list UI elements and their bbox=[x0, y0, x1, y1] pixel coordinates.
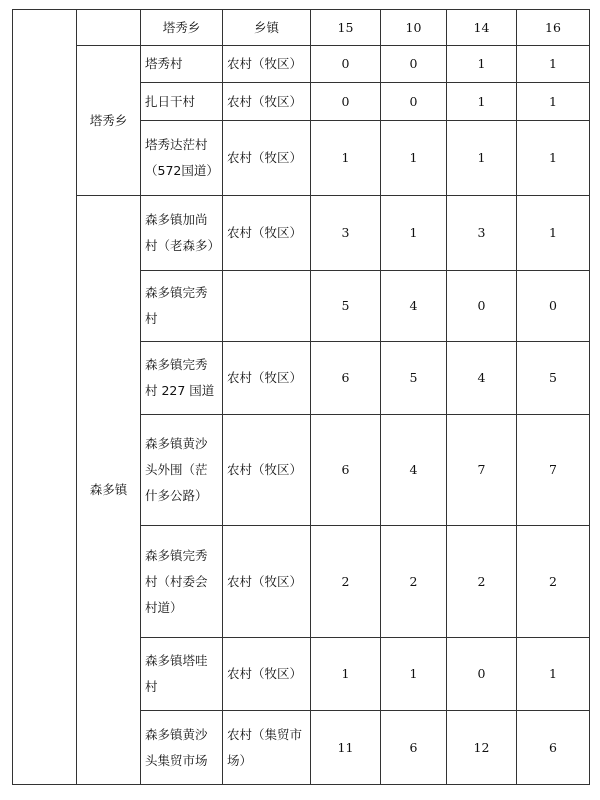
table-row bbox=[13, 46, 590, 83]
village-line: 森多镇黄沙 bbox=[145, 436, 208, 451]
value-cell: 0 bbox=[517, 271, 590, 342]
value-cell: 1 bbox=[447, 83, 517, 121]
value-cell: 1 bbox=[517, 46, 590, 83]
value-cell: 1 bbox=[517, 638, 590, 711]
header-town-cell: 塔秀乡 bbox=[141, 10, 223, 46]
data-table bbox=[12, 9, 590, 785]
value-cell: 0 bbox=[381, 83, 447, 121]
area-type-cell: 农村（牧区） bbox=[223, 638, 311, 711]
value-cell: 5 bbox=[517, 342, 590, 415]
table-header-row bbox=[13, 10, 590, 46]
area-type-cell bbox=[223, 711, 311, 785]
header-value-cell: 16 bbox=[517, 10, 590, 46]
value-cell: 1 bbox=[381, 121, 447, 196]
header-value-cell: 10 bbox=[381, 10, 447, 46]
value-cell: 7 bbox=[517, 415, 590, 526]
village-cell bbox=[141, 711, 223, 785]
value-cell: 11 bbox=[311, 711, 381, 785]
header-value-cell: 15 bbox=[311, 10, 381, 46]
value-cell: 6 bbox=[311, 415, 381, 526]
town-cell: 塔秀乡 bbox=[77, 46, 141, 196]
value-cell: 3 bbox=[447, 196, 517, 271]
area-type-cell: 农村（牧区） bbox=[223, 196, 311, 271]
village-cell: 塔秀村 bbox=[141, 46, 223, 83]
value-cell: 0 bbox=[447, 638, 517, 711]
village-line: 什多公路） bbox=[145, 488, 208, 503]
village-line: 村 bbox=[145, 311, 158, 326]
village-line: 村（老森多） bbox=[145, 238, 221, 253]
value-cell: 4 bbox=[447, 342, 517, 415]
header-value-cell: 14 bbox=[447, 10, 517, 46]
value-cell: 6 bbox=[311, 342, 381, 415]
area-type-cell: 农村（牧区） bbox=[223, 415, 311, 526]
value-cell: 1 bbox=[517, 121, 590, 196]
village-line: 塔秀达茫村 bbox=[145, 137, 208, 152]
value-cell: 6 bbox=[381, 711, 447, 785]
table-row bbox=[13, 196, 590, 271]
value-cell: 1 bbox=[447, 46, 517, 83]
village-cell bbox=[141, 526, 223, 638]
value-cell: 5 bbox=[381, 342, 447, 415]
area-type-line: 场） bbox=[227, 752, 253, 768]
village-line: （572国道） bbox=[145, 163, 219, 178]
area-type-cell: 农村（牧区） bbox=[223, 342, 311, 415]
village-line: 森多镇完秀 bbox=[145, 285, 208, 300]
village-line: 头外围（茫 bbox=[145, 462, 208, 477]
village-line: 森多镇黄沙 bbox=[145, 726, 208, 742]
value-cell: 2 bbox=[381, 526, 447, 638]
area-type-cell: 农村（牧区） bbox=[223, 46, 311, 83]
village-line: 村（村委会 bbox=[145, 573, 208, 589]
value-cell: 1 bbox=[447, 121, 517, 196]
value-cell: 1 bbox=[381, 638, 447, 711]
village-cell bbox=[141, 121, 223, 196]
value-cell: 0 bbox=[447, 271, 517, 342]
value-cell: 6 bbox=[517, 711, 590, 785]
village-line: 村 bbox=[145, 679, 158, 694]
village-cell bbox=[141, 271, 223, 342]
value-cell: 1 bbox=[517, 83, 590, 121]
village-line: 森多镇完秀 bbox=[145, 547, 208, 563]
village-line: 森多镇塔哇 bbox=[145, 653, 208, 668]
value-cell: 2 bbox=[447, 526, 517, 638]
value-cell: 2 bbox=[311, 526, 381, 638]
value-cell: 5 bbox=[311, 271, 381, 342]
value-cell: 4 bbox=[381, 271, 447, 342]
value-cell: 4 bbox=[381, 415, 447, 526]
value-cell: 1 bbox=[381, 196, 447, 271]
area-type-cell: 农村（牧区） bbox=[223, 83, 311, 121]
value-cell: 2 bbox=[517, 526, 590, 638]
header-type-cell: 乡镇 bbox=[223, 10, 311, 46]
value-cell: 0 bbox=[311, 46, 381, 83]
village-cell bbox=[141, 415, 223, 526]
value-cell: 0 bbox=[381, 46, 447, 83]
value-cell: 7 bbox=[447, 415, 517, 526]
village-line: 森多镇加尚 bbox=[145, 212, 208, 227]
area-type-line: 农村（集贸市 bbox=[227, 726, 303, 742]
header-blank-cell bbox=[77, 10, 141, 46]
value-cell: 12 bbox=[447, 711, 517, 785]
village-cell bbox=[141, 196, 223, 271]
value-cell: 1 bbox=[311, 121, 381, 196]
village-cell bbox=[141, 638, 223, 711]
value-cell: 0 bbox=[311, 83, 381, 121]
village-cell bbox=[141, 342, 223, 415]
town-cell: 森多镇 bbox=[77, 196, 141, 785]
village-line: 村道） bbox=[145, 599, 183, 615]
area-type-cell: 农村（牧区） bbox=[223, 121, 311, 196]
region-column-cell bbox=[13, 10, 77, 785]
village-cell: 扎日干村 bbox=[141, 83, 223, 121]
value-cell: 1 bbox=[517, 196, 590, 271]
village-line: 村 227 国道 bbox=[145, 383, 215, 398]
value-cell: 3 bbox=[311, 196, 381, 271]
value-cell: 1 bbox=[311, 638, 381, 711]
village-line: 头集贸市场 bbox=[145, 752, 208, 768]
area-type-cell bbox=[223, 271, 311, 342]
area-type-cell: 农村（牧区） bbox=[223, 526, 311, 638]
village-line: 森多镇完秀 bbox=[145, 357, 208, 372]
